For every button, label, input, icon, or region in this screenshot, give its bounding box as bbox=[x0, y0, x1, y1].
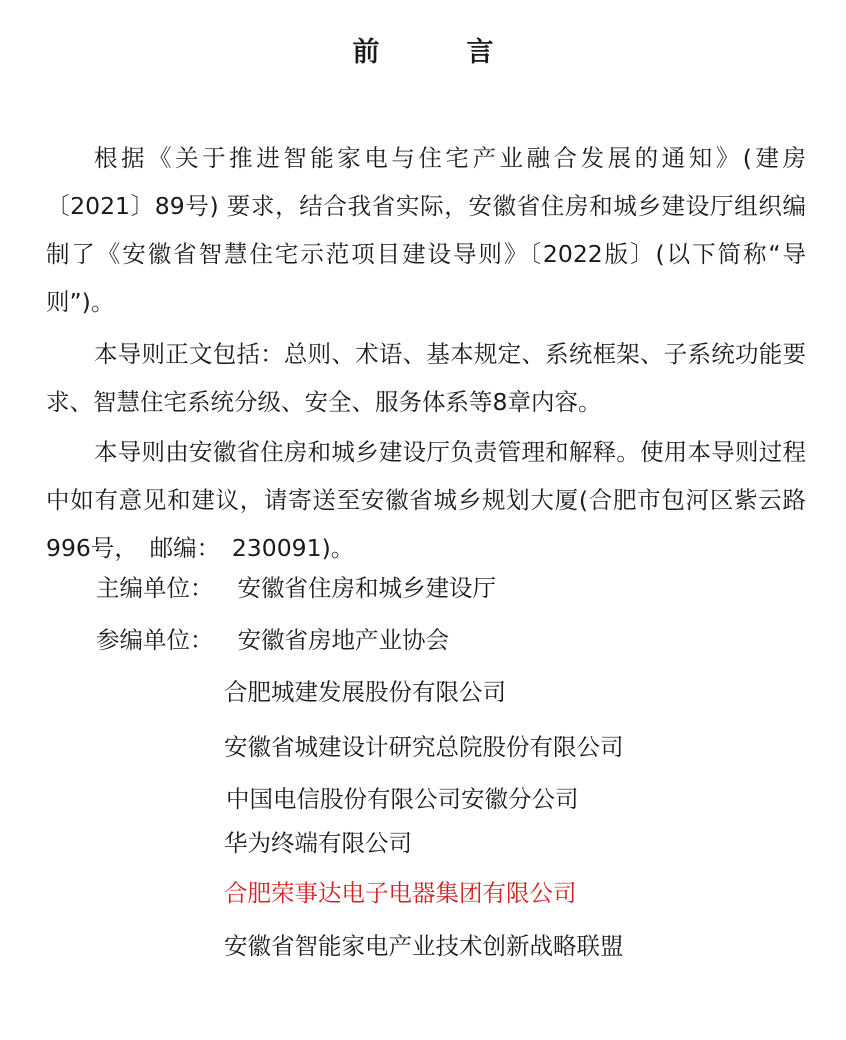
co-editor-row bbox=[96, 624, 449, 656]
co-editor-unit: 安徽省智能家电产业技术创新战略联盟 bbox=[224, 932, 624, 960]
page-title: 前 言 bbox=[352, 37, 524, 68]
co-editor-unit: 安徽省城建设计研究总院股份有限公司 bbox=[224, 733, 624, 761]
paragraph-contact: 本导则由安徽省住房和城乡建设厅负责管理和解释。使用本导则过程中如有意见和建议，请寄送至安徽省城乡规划大厦(合肥市包河区紫云路996号， 邮编： 230091)。 bbox=[46, 438, 806, 562]
co-editor-unit: 华为终端有限公司 bbox=[224, 829, 412, 857]
paragraph-basis: 根据《关于推进智能家电与住宅产业融合发展的通知》(建房〔2021〕89号) 要求，结合我省实际，安徽省住房和城乡建设厅组织编制了《安徽省智慧住宅示范项目建设导则》〔2022版〕(以下简称“导则”)。 bbox=[46, 144, 806, 316]
chief-editor-label: 主编单位： bbox=[96, 574, 214, 602]
chief-editor-value: 安徽省住房和城乡建设厅 bbox=[237, 574, 496, 602]
co-editor-unit: 中国电信股份有限公司安徽分公司 bbox=[226, 785, 579, 813]
co-editor-unit: 合肥城建发展股份有限公司 bbox=[224, 678, 506, 706]
co-editor-unit-highlighted: 合肥荣事达电子电器集团有限公司 bbox=[224, 879, 577, 907]
co-editor-label: 参编单位： bbox=[96, 626, 214, 654]
co-editor-unit: 安徽省房地产业协会 bbox=[237, 626, 449, 654]
paragraph-contents: 本导则正文包括：总则、术语、基本规定、系统框架、子系统功能要求、智慧住宅系统分级、安全、服务体系等8章内容。 bbox=[46, 340, 806, 416]
chief-editor-row bbox=[96, 572, 496, 604]
